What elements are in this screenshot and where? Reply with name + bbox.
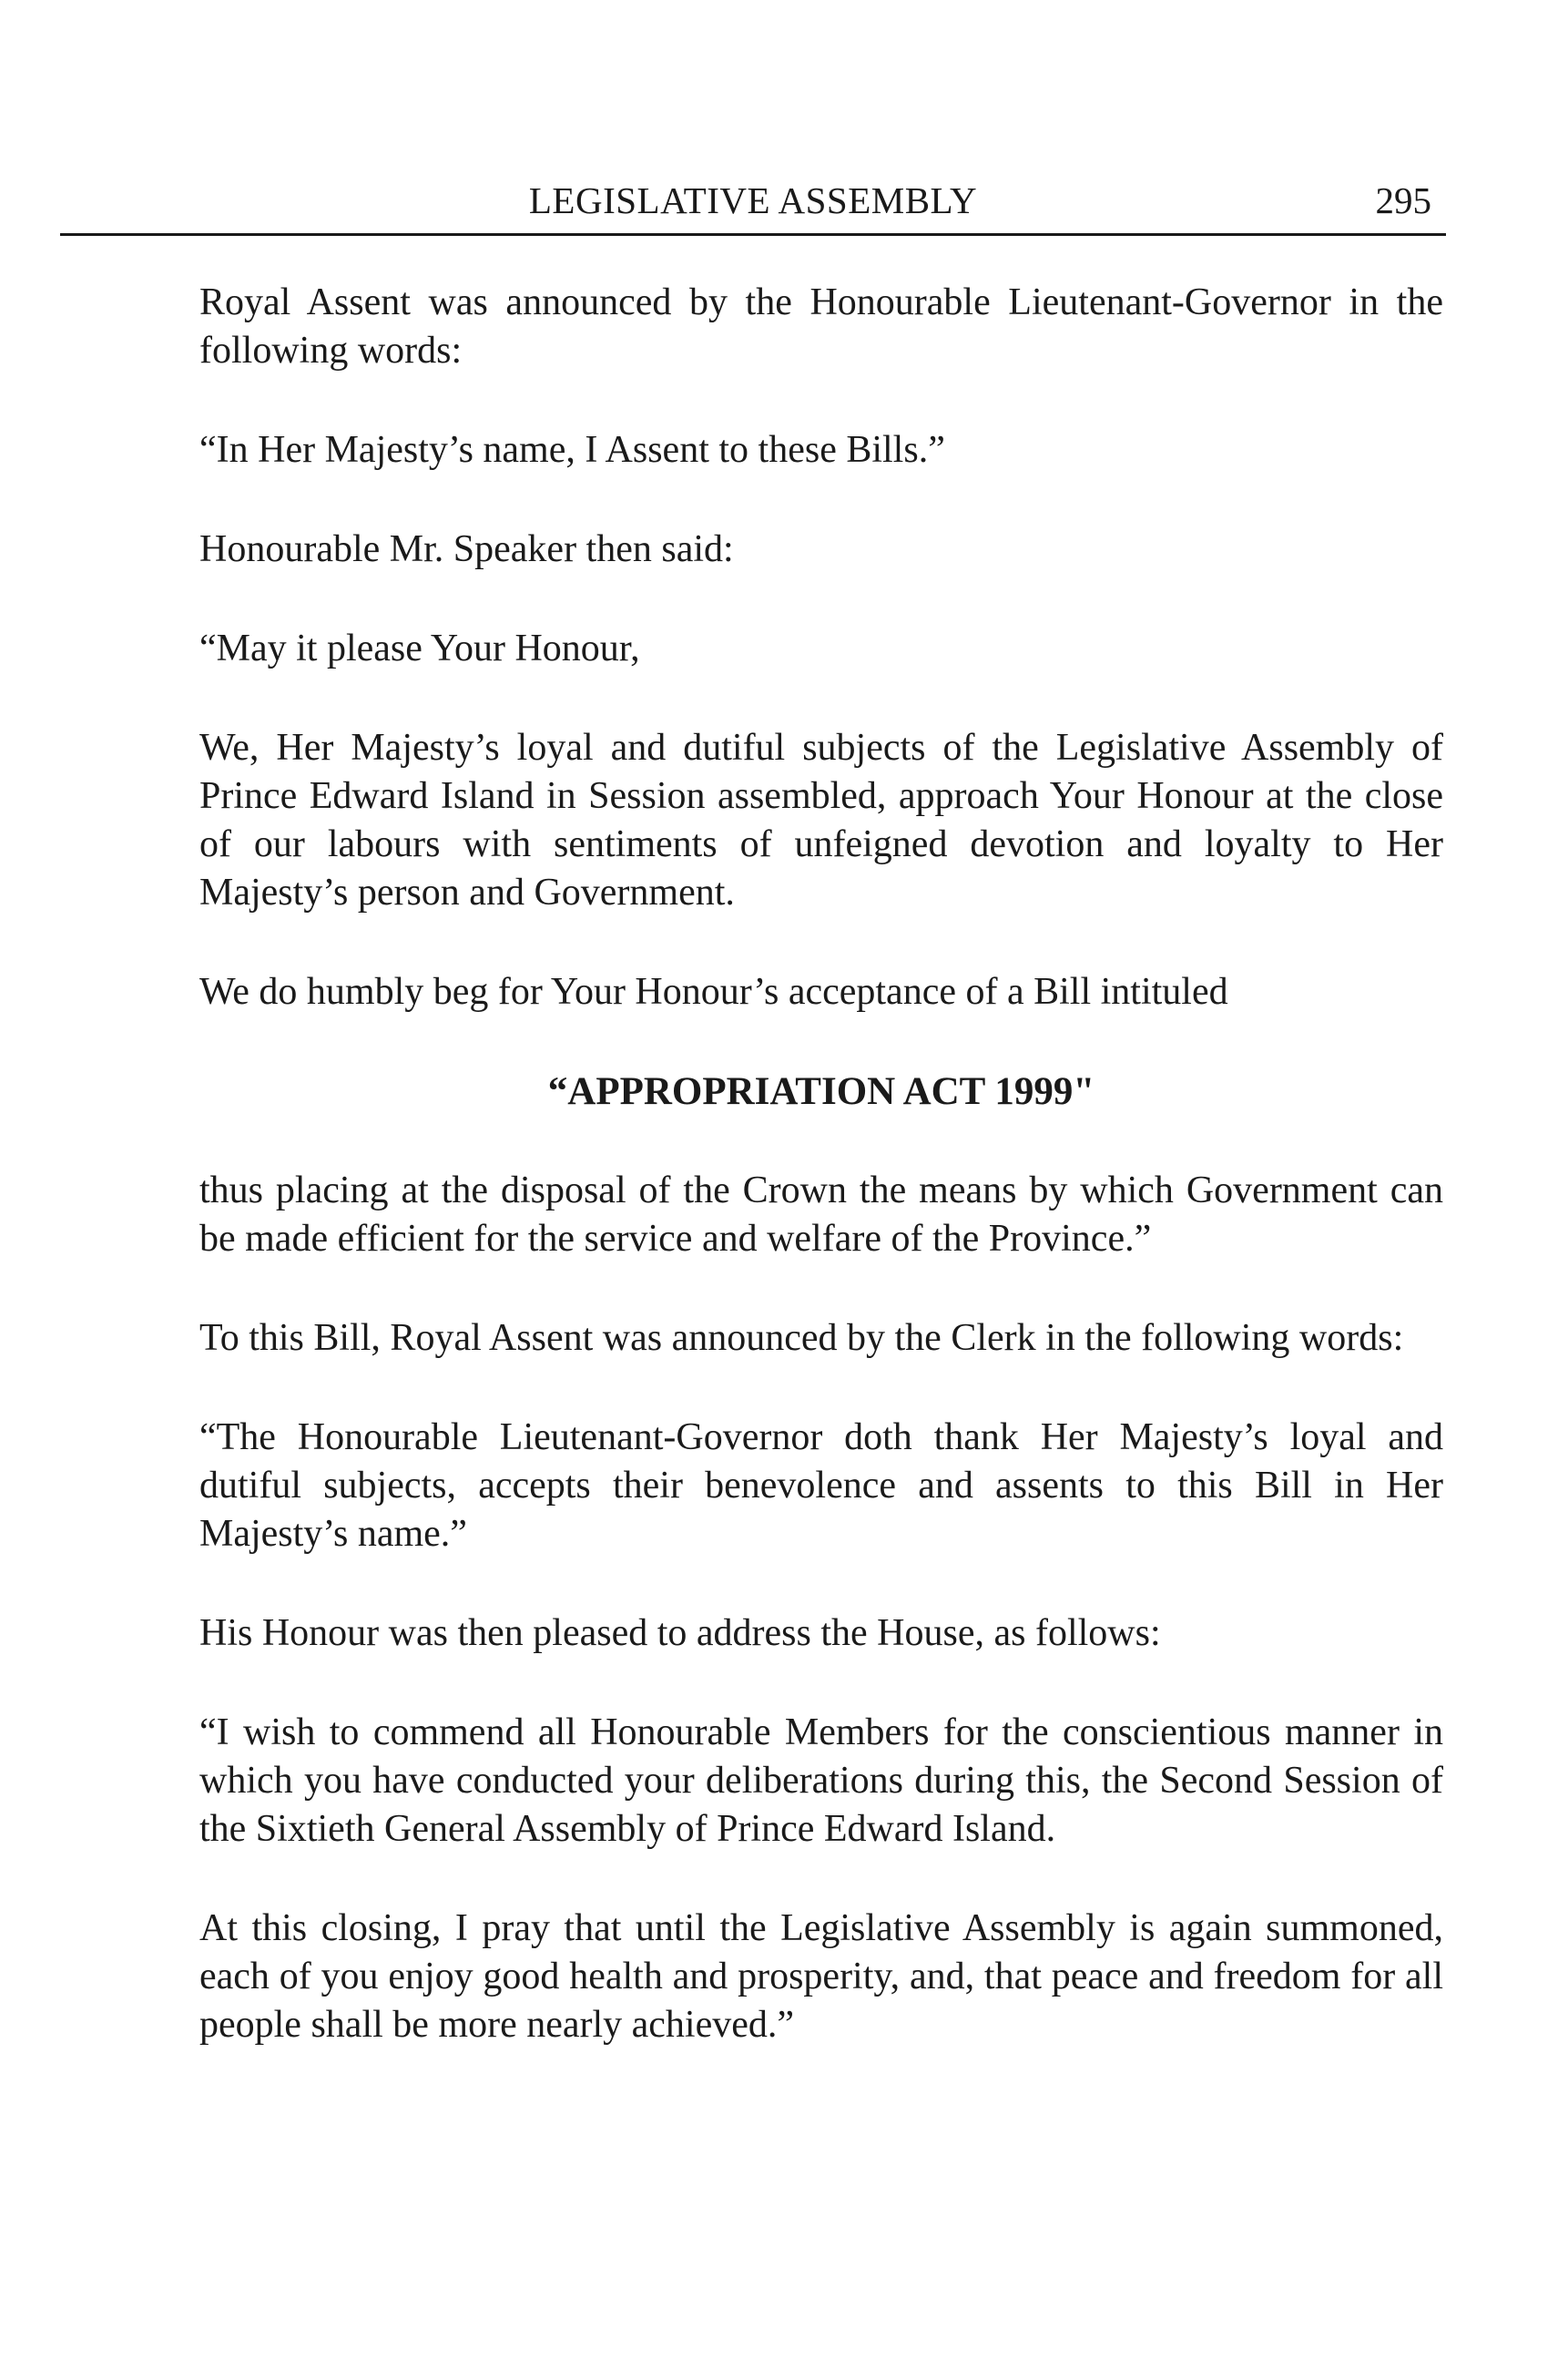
paragraph-loyal-subjects: We, Her Majesty’s loyal and dutiful subjects of the Legislative Assembly of Prince Edward Island in Session assembled, approach Your Honour at the close of our labours with sentiments of unfeigned devotion and loyalty to Her Majesty’s person and Government. <box>199 727 1443 914</box>
paragraph-clerk-assent: To this Bill, Royal Assent was announced by the Clerk in the following words: <box>199 1317 1404 1359</box>
paragraph-assent-quote: “In Her Majesty’s name, I Assent to these Bills.” <box>199 429 945 471</box>
running-header <box>60 179 1446 236</box>
paragraph-speaker-said: Honourable Mr. Speaker then said: <box>199 528 734 570</box>
running-title: LEGISLATIVE ASSEMBLY <box>528 179 978 221</box>
paragraph-address-opening: “May it please Your Honour, <box>199 628 640 669</box>
paragraph-governor-thanks: “The Honourable Lieutenant-Governor doth thank Her Majesty’s loyal and dutiful subjects, accepts their benevolence and assents to this Bill in Her Majesty’s name.” <box>199 1416 1443 1555</box>
paragraph-royal-assent-announcement: Royal Assent was announced by the Honourable Lieutenant-Governor in the following words: <box>199 281 1443 372</box>
bill-title: “APPROPRIATION ACT 1999" <box>547 1070 1095 1113</box>
paragraph-closing-prayer: At this closing, I pray that until the Legislative Assembly is again summoned, each of you enjoy good health and prosperity, and, that peace and freedom for all people shall be more nearly achieved.” <box>199 1907 1443 2046</box>
page-number: 295 <box>1375 179 1431 221</box>
paragraph-address-intro: His Honour was then pleased to address the House, as follows: <box>199 1612 1161 1654</box>
paragraph-commendation: “I wish to commend all Honourable Members for the conscientious manner in which you have conducted your deliberations during this, the Second Session of the Sixtieth General Assembly of Prince Edward Island. <box>199 1711 1443 1850</box>
paragraph-bill-request: We do humbly beg for Your Honour’s acceptance of a Bill intituled <box>199 971 1228 1013</box>
body-text <box>199 279 1443 2100</box>
paragraph-crown-disposal: thus placing at the disposal of the Crown the means by which Government can be made efficient for the service and welfare of the Province.” <box>199 1170 1443 1260</box>
